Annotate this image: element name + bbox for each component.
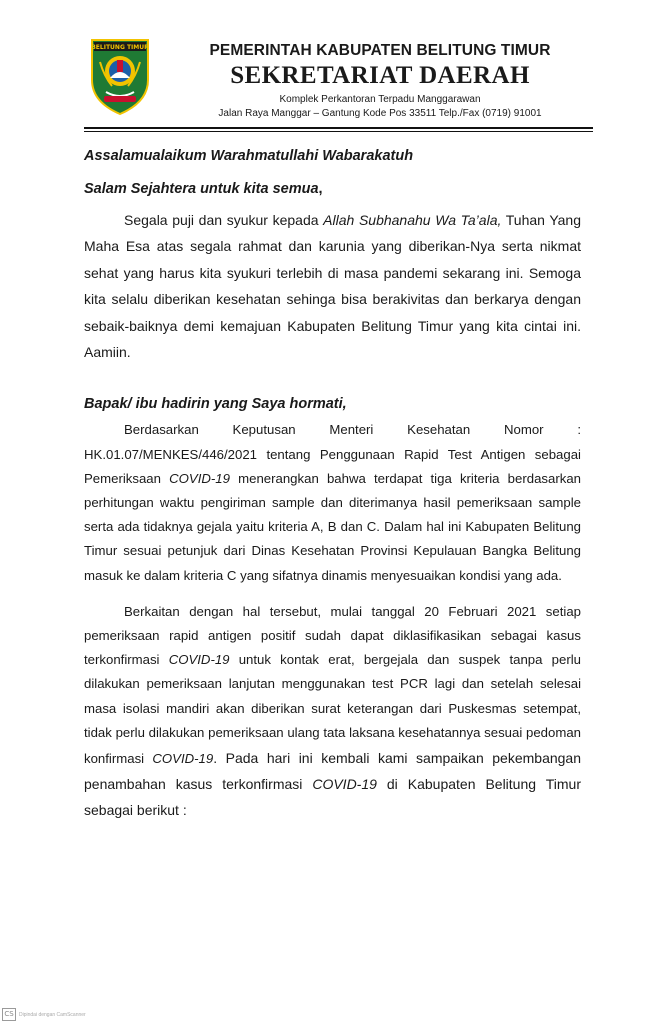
paragraph-opening-italic: Allah Subhanahu Wa Ta’ala, bbox=[323, 212, 502, 228]
letterhead-office-name: SEKRETARIAT DAERAH bbox=[230, 62, 530, 89]
paragraph-rapid-text-4: di Kabupaten Belitung Timur sebagai berikut : bbox=[84, 776, 582, 819]
letterhead bbox=[0, 0, 655, 130]
paragraph-rapid-italic-3: COVID-19 bbox=[312, 776, 377, 793]
paragraph-opening bbox=[84, 207, 581, 365]
paragraph-rapid-text-3: . Pada hari ini kembali kami sampaikan pekembangan penambahan kasus terkonfirmasi bbox=[84, 750, 581, 793]
letterhead-address-contact: Jalan Raya Manggar – Gantung Kode Pos 33511 Telp./Fax (0719) 91001 bbox=[218, 108, 542, 119]
paragraph-opening-text-1: Segala puji dan syukur kepada bbox=[124, 212, 324, 228]
camscanner-badge-icon: CS bbox=[2, 1008, 16, 1021]
paragraph-regulation-text-1: Berdasarkan Keputusan Menteri Kesehatan Nomor : HK.01.07/MENKES/446/2021 tentang Penggunaan Rapid Test Antigen sebagai Pemeriksaan bbox=[84, 422, 581, 486]
paragraph-opening-text-2: Tuhan Yang Maha Esa atas segala rahmat dan karunia yang diberikan-Nya serta nikmat sehat yang harus kita syukuri terlebih di masa pandemi sekarang ini. Semoga kita selalu diberikan kesehatan sehinga bisa berakivitas dan berkarya dengan sebaik-baiknya demi kemajuan Kabupaten Belitung Timur yang kita cintai ini. Aamiin. bbox=[84, 212, 582, 361]
svg-text:BELITUNG TIMUR: BELITUNG TIMUR bbox=[91, 44, 149, 51]
greeting-salam: Assalamualaikum Warahmatullahi Wabarakatuh bbox=[84, 148, 414, 164]
greeting-comma: , bbox=[318, 181, 323, 197]
letterhead-rule-thin bbox=[84, 131, 593, 132]
speech-body bbox=[84, 146, 581, 824]
paragraph-rapid-text-1: Berkaitan dengan hal tersebut, mulai tanggal 20 Februari 2021 setiap pemeriksaan rapid antigen positif sudah dapat diklasifikasikan sebagai kasus terkonfirmasi bbox=[84, 603, 581, 668]
paragraph-rapid-italic-2: COVID-19 bbox=[152, 751, 214, 767]
letterhead-rule-thick bbox=[84, 127, 593, 129]
greeting-sejahtera-text: Salam Sejahtera untuk kita semua bbox=[84, 181, 319, 197]
paragraph-regulation-italic: COVID-19 bbox=[169, 470, 230, 486]
letterhead-address-complex: Komplek Perkantoran Terpadu Manggarawan bbox=[279, 94, 481, 105]
paragraph-rapid-antigen bbox=[84, 600, 581, 824]
paragraph-regulation-text-2: menerangkan bahwa terdapat tiga kriteria berdasarkan perhitungan waktu pengiriman sample dan diterimanya hasil pemeriksaan sample serta ada tidaknya gejala yaitu kriteria A, B dan C. Dalam hal ini Kabupaten Belitung Timur sesuai petunjuk dari Dinas Kesehatan Provinsi Kepulauan Bangka Belitung masuk ke dalam kriteria C yang sifatnya dinamis menyesuaikan kondisi yang ada. bbox=[84, 470, 581, 583]
paragraph-rapid-italic-1: COVID-19 bbox=[168, 652, 230, 668]
salutation-heading: Bapak/ ibu hadirin yang Saya hormati, bbox=[84, 396, 347, 413]
greeting-sejahtera bbox=[84, 179, 581, 199]
camscanner-text: Dipindai dengan CamScanner bbox=[19, 1011, 86, 1018]
paragraph-rapid-text-2: untuk kontak erat, bergejala dan suspek tanpa perlu dilakukan pemeriksaan lanjutan menggunakan test PCR lagi dan setelah selesai masa isolasi mandiri akan diberikan surat keterangan dari Puskesmas setempat, tidak perlu dilakukan pemeriksaan ulang tata laksana kesehatannya sesuai pedoman konfirmasi bbox=[84, 652, 581, 767]
paragraph-regulation bbox=[84, 418, 581, 587]
belitung-timur-emblem-logo bbox=[88, 36, 152, 116]
letterhead-government-name: PEMERINTAH KABUPATEN BELITUNG TIMUR bbox=[209, 42, 551, 59]
camscanner-watermark bbox=[2, 1008, 86, 1021]
